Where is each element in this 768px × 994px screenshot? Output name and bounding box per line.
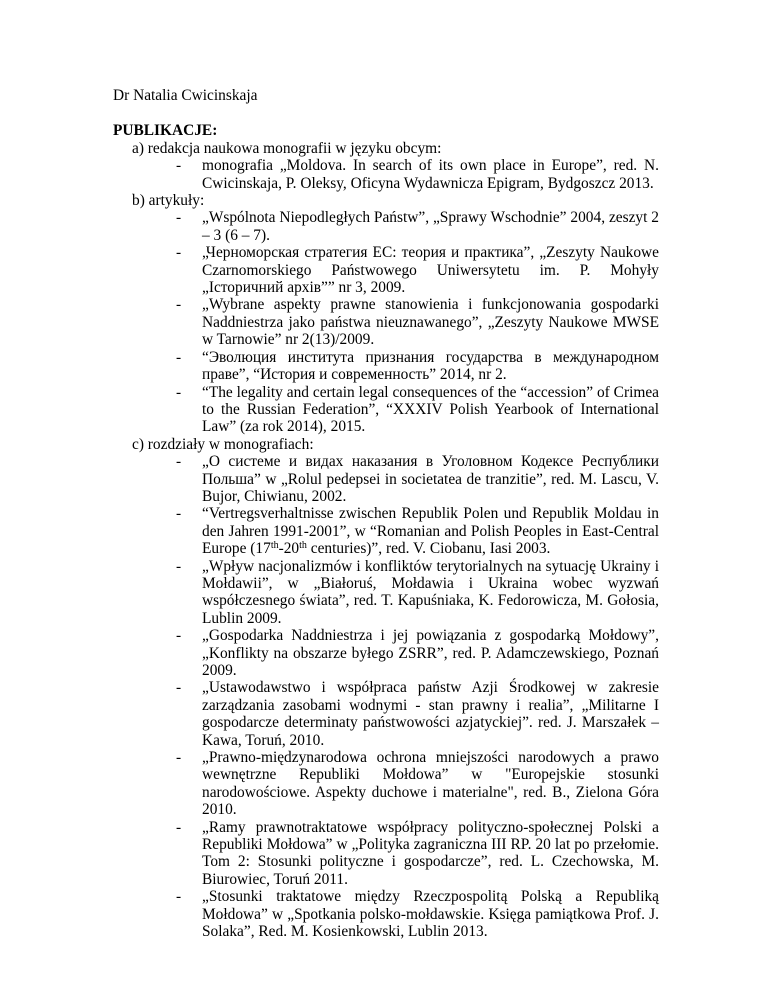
publication-text: „Wpływ nacjonalizmów i konfliktów terytorialnych na sytuację Ukrainy i Mołdawii”, w „Białoruś, Mołdawia i Ukraina wobec wyzwań współczesnego świata”, red. T. Kapuśniaka, K. Fedorowicza, M. Gołosia, Lublin 2009. [202, 557, 659, 627]
publication-item [176, 383, 659, 436]
section-label: c) rozdziały w monografiach: [132, 435, 314, 453]
list-dash: - [176, 157, 182, 175]
list-dash: - [176, 453, 182, 471]
publication-list [113, 157, 659, 192]
publication-item [176, 749, 659, 819]
publication-item [176, 348, 659, 384]
publication-item [176, 505, 659, 558]
publication-text: “The legality and certain legal consequences of the “accession” of Crimea to the Russian Federation”, “XXXIV Polish Yearbook of International Law” (za rok 2014), 2015. [202, 383, 659, 436]
list-dash: - [176, 244, 182, 262]
section-label: b) artykuły: [132, 192, 205, 210]
publication-item [176, 557, 659, 628]
publication-item [176, 296, 659, 349]
list-dash: - [176, 348, 182, 366]
list-dash: - [176, 296, 182, 314]
list-dash: - [176, 749, 182, 767]
publication-item [176, 157, 659, 192]
publication-text: “Vertregsverhaltnisse zwischen Republik Polen und Republik Moldau in den Jahren 1991-2001”, w “Romanian and Polish Peoples in East-Central Europe (17th-20th centuries)”, red. V. Ciobanu, Iasi 2003. [202, 505, 659, 558]
publication-list [113, 453, 659, 940]
publication-text: „Wybrane aspekty prawne stanowienia i funkcjonowania gospodarki Naddniestrza jako państwa nieuznawanego”, „Zeszyty Naukowe MWSE w Tarnowie” nr 2(13)/2009. [202, 296, 659, 349]
author-name: Dr Natalia Cwicinskaja [113, 87, 258, 104]
publication-text: „Stosunki traktatowe między Rzeczpospolitą Polską a Republiką Mołdowa” w „Spotkania polsko-mołdawskie. Księga pamiątkowa Prof. J. Solaka”, Red. M. Kosienkowski, Lublin 2013. [202, 888, 659, 941]
publication-sections [113, 140, 659, 941]
publication-list [113, 209, 659, 435]
publications-heading: PUBLIKACJE: [113, 122, 218, 140]
publication-text: „Gospodarka Naddniestrza i jej powiązania z gospodarką Mołdowy”, „Konflikty na obszarze byłego ZSRR”, red. P. Adamczewskiego, Poznań 2009. [202, 627, 659, 679]
publication-text: „О системе и видах наказания в Уголовном Кодексе Республики Польша” w „Rolul pedepsei in societatea de tranzitie”, red. M. Lascu, V. Bujor, Chiwianu, 2002. [202, 453, 659, 505]
publication-item [176, 627, 659, 679]
list-dash: - [176, 818, 182, 836]
list-dash: - [176, 627, 182, 645]
document-page [113, 87, 659, 941]
publication-text: „Wspólnota Niepodległych Państw”, „Sprawy Wschodnie” 2004, zeszyt 2 – 3 (6 – 7). [202, 209, 659, 244]
publication-text: monografia „Moldova. In search of its own place in Europe”, red. N. Cwicinskaja, P. Oleksy, Oficyna Wydawnicza Epigram, Bydgoszcz 2013. [202, 157, 659, 192]
publication-text: „Ramy prawnotraktatowe współpracy polityczno-społecznej Polski a Republiki Mołdowa” w „Polityka zagraniczna III RP. 20 lat po przełomie. Tom 2: Stosunki polityczne i gospodarcze”, red. L. Czechowska, M. Biurowiec, Toruń 2011. [202, 818, 659, 888]
publication-item [176, 209, 659, 244]
section-label: a) redakcja naukowa monografii w języku obcym: [132, 139, 442, 157]
publication-item [176, 888, 659, 941]
publication-text: „Prawno-międzynarodowa ochrona mniejszości narodowych a prawo wewnętrzne Republiki Mołdowa” w "Europejskie stosunki narodowościowe. Aspekty duchowe i materialne", red. B., Zielona Góra 2010. [202, 749, 659, 819]
publication-item [176, 818, 659, 889]
publication-item [176, 244, 659, 297]
list-dash: - [176, 505, 182, 523]
publication-item [176, 453, 659, 505]
list-dash: - [176, 679, 182, 697]
list-dash: - [176, 888, 182, 906]
list-dash: - [176, 209, 182, 227]
publication-text: “Эволюция института признания государства в международном праве”, “История и современность” 2014, nr 2. [202, 348, 659, 384]
list-dash: - [176, 383, 182, 401]
publication-text: „Черноморская стратегия ЕС: теория и практика”, „Zeszyty Naukowe Czarnomorskiego Państwowego Uniwersytetu im. P. Mohyły „Історичний архів”” nr 3, 2009. [202, 244, 659, 297]
list-dash: - [176, 557, 182, 575]
publication-item [176, 679, 659, 749]
publication-text: „Ustawodawstwo i współpraca państw Azji Środkowej w zakresie zarządzania zasobami wodnymi - stan prawny i realia”, „Militarne I gospodarcze determinaty państwowości azjatyckiej”. red. J. Marszałek – Kawa, Toruń, 2010. [202, 679, 659, 749]
